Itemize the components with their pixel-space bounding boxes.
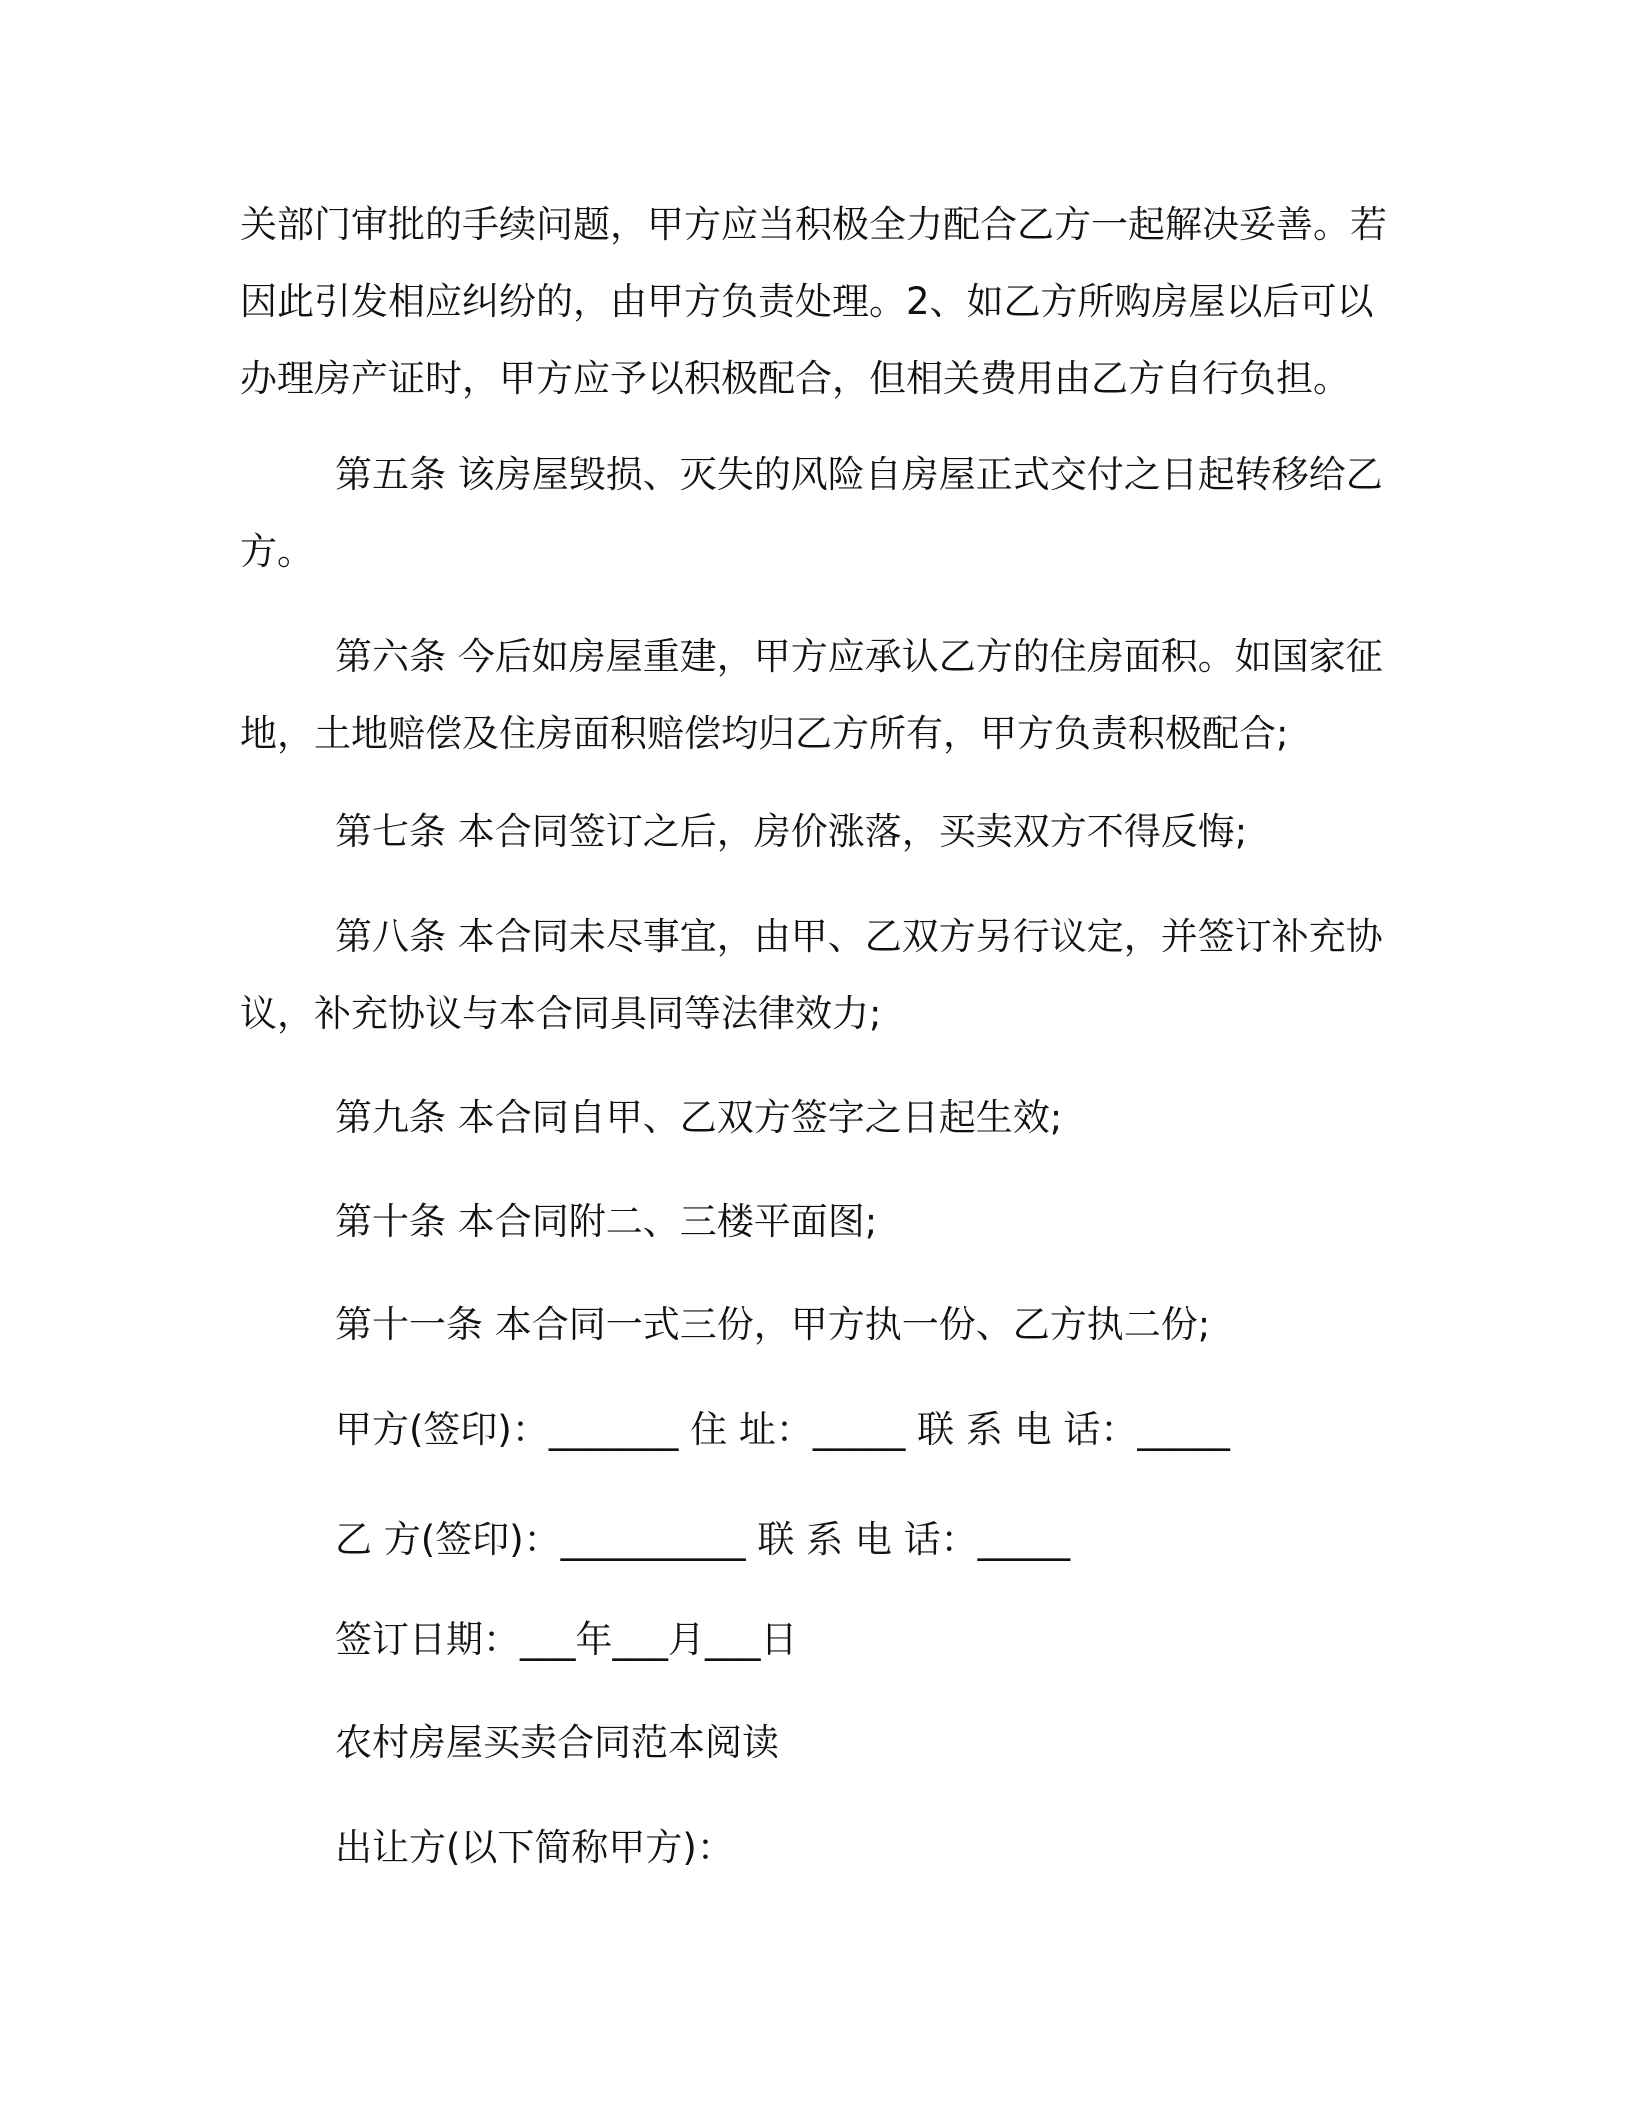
paragraph-continuation: 关部门审批的手续问题，甲方应当积极全力配合乙方一起解决妥善。若因此引发相应纠纷的，由甲方负责处理。2、如乙方所购房屋以后可以办理房产证时，甲方应予以积极配合，但相关费用由乙方自行负担。 <box>240 203 1387 400</box>
party-b-signature: 乙 方(签印)：__________ 联 系 电 话：_____ <box>335 1518 1071 1561</box>
transferor-label: 出让方(以下简称甲方)： <box>335 1826 734 1869</box>
article-9: 第九条 本合同自甲、乙双方签字之日起生效; <box>335 1096 1063 1139</box>
section-title: 农村房屋买卖合同范本阅读 <box>335 1721 779 1764</box>
article-11: 第十一条 本合同一式三份，甲方执一份、乙方执二份; <box>335 1303 1211 1346</box>
article-7: 第七条 本合同签订之后，房价涨落，买卖双方不得反悔; <box>335 810 1248 853</box>
article-6: 第六条 今后如房屋重建，甲方应承认乙方的住房面积。如国家征地，土地赔偿及住房面积赔偿均归乙方所有，甲方负责积极配合; <box>240 635 1383 755</box>
party-a-signature: 甲方(签印)：_______ 住 址：_____ 联 系 电 话：_____ <box>335 1408 1230 1451</box>
article-5: 第五条 该房屋毁损、灭失的风险自房屋正式交付之日起转移给乙方。 <box>240 453 1383 573</box>
article-10: 第十条 本合同附二、三楼平面图; <box>335 1200 878 1243</box>
signing-date: 签订日期：___年___月___日 <box>335 1618 798 1661</box>
article-8: 第八条 本合同未尽事宜，由甲、乙双方另行议定，并签订补充协议，补充协议与本合同具同等法律效力; <box>240 915 1383 1035</box>
